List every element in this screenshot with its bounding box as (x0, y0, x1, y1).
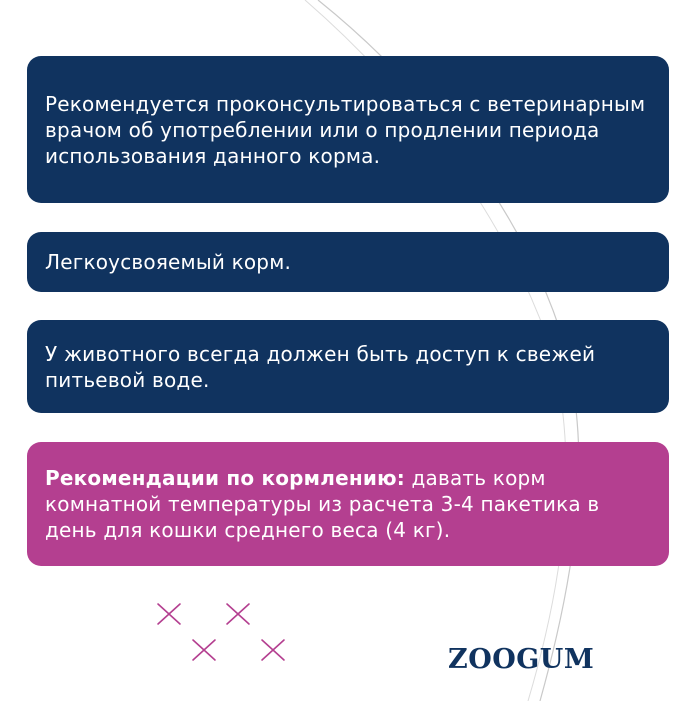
card-text (45, 465, 649, 543)
feeding-recommendation-card (27, 442, 669, 566)
feeding-text: давать корм комнатной температуры из расчета 3-4 пакетика в день для кошки среднего веса (4 кг). (45, 466, 600, 542)
card-text: Рекомендуется проконсультироваться с ветеринарным врачом об употреблении или о продлении периода использования данного корма. (45, 91, 646, 168)
card-text: Легкоусвояемый корм. (45, 250, 292, 274)
info-card-digestible (27, 232, 669, 292)
x-pattern-icon (150, 598, 300, 673)
info-card-water (27, 320, 669, 413)
feeding-heading: Рекомендации по кормлению: (45, 466, 405, 490)
info-card-consult-vet (27, 56, 669, 203)
brand-logo: ZOOGUM (448, 644, 595, 675)
card-text: У животного всегда должен быть доступ к свежей питьевой воде. (45, 341, 596, 392)
